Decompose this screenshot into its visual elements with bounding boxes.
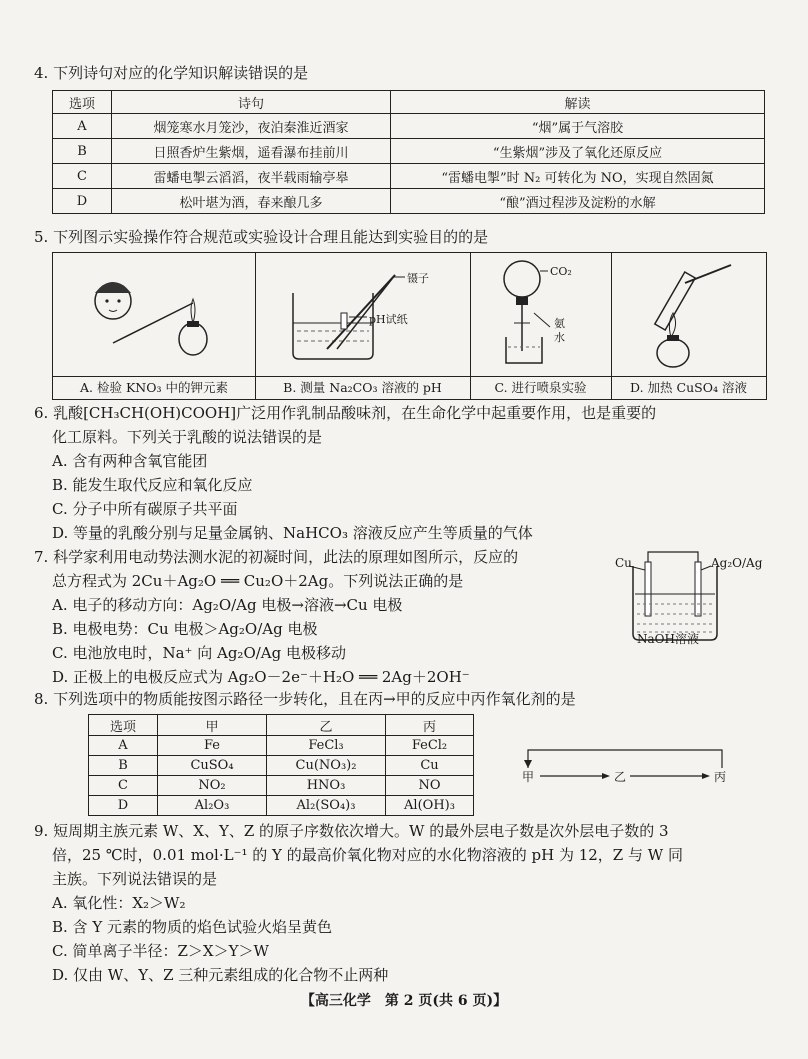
q6-option-c: C. 分子中所有碳原子共平面 <box>52 500 238 518</box>
tweezers-label: 镊子 <box>407 272 429 285</box>
naoh-solution-label: NaOH溶液 <box>637 632 699 646</box>
q9-stem-line2: 倍，25 ℃时，0.01 mol·L⁻¹ 的 Y 的最高价氧化物对应的水化物溶液的 pH 为 12，Z 与 W 同 <box>52 846 683 864</box>
table-cell: D <box>89 796 158 816</box>
q7-option-c: C. 电池放电时，Na⁺ 向 Ag₂O/Ag 电极移动 <box>52 644 347 662</box>
q4-table <box>52 90 765 214</box>
q4-stem: 4. 下列诗句对应的化学知识解读错误的是 <box>34 64 309 82</box>
co2-label: CO₂ <box>550 265 572 278</box>
table-cell: Al(OH)₃ <box>386 796 474 816</box>
q7-stem-line1: 7. 科学家利用电动势法测水泥的初凝时间，此法的原理如图所示，反应的 <box>34 548 519 566</box>
q7-stem-line2: 总方程式为 2Cu＋Ag₂O ══ Cu₂O＋2Ag。下列说法正确的是 <box>52 572 464 590</box>
figure-d <box>611 253 766 399</box>
table-cell: C <box>53 164 112 189</box>
q5-figure-strip <box>52 252 767 400</box>
q9-stem-line1: 9. 短周期主族元素 W、X、Y、Z 的原子序数依次增大。W 的最外层电子数是次外层电子数的 3 <box>34 822 669 840</box>
page-footer: 【高三化学 第 2 页(共 6 页)】 <box>300 993 508 1009</box>
table-row <box>53 189 765 214</box>
q7-figure <box>615 548 775 648</box>
q6-option-d: D. 等量的乳酸分别与足量金属钠、NaHCO₃ 溶液反应产生等质量的气体 <box>52 524 533 542</box>
table-cell: FeCl₂ <box>386 736 474 756</box>
q9-stem-line3: 主族。下列说法错误的是 <box>52 870 218 888</box>
q6-stem-line1: 6. 乳酸[CH₃CH(OH)COOH]广泛用作乳制品酸味剂，在生命化学中起重要作用，也是重要的 <box>34 404 657 422</box>
table-cell: 烟笼寒水月笼沙，夜泊秦淮近酒家 <box>112 114 391 139</box>
q8-table <box>88 714 474 816</box>
q6-option-b: B. 能发生取代反应和氧化反应 <box>52 476 253 494</box>
q9-option-a: A. 氧化性：X₂＞W₂ <box>52 894 186 912</box>
figure-b <box>255 253 471 399</box>
table-header: 选项 <box>53 91 112 114</box>
table-cell: NO₂ <box>158 776 267 796</box>
table-row <box>53 114 765 139</box>
table-header: 解读 <box>391 91 765 114</box>
heating-illustration <box>611 253 766 377</box>
figure-b-caption: B. 测量 Na₂CO₃ 溶液的 pH <box>255 376 470 399</box>
table-header-row <box>53 91 765 114</box>
q9-option-d: D. 仅由 W、Y、Z 三种元素组成的化合物不止两种 <box>52 966 389 984</box>
q6-option-a: A. 含有两种含氧官能团 <box>52 452 208 470</box>
table-header: 丙 <box>386 715 474 736</box>
table-header: 甲 <box>158 715 267 736</box>
table-cell: “生紫烟”涉及了氧化还原反应 <box>391 139 765 164</box>
q7-option-a: A. 电子的移动方向：Ag₂O/Ag 电极→溶液→Cu 电极 <box>52 596 403 614</box>
figure-c-caption: C. 进行喷泉实验 <box>470 376 611 399</box>
table-row <box>89 736 474 756</box>
q9-option-c: C. 简单离子半径：Z＞X＞Y＞W <box>52 942 269 960</box>
table-cell: A <box>53 114 112 139</box>
table-cell: 日照香炉生紫烟，遥看瀑布挂前川 <box>112 139 391 164</box>
table-cell: D <box>53 189 112 214</box>
fountain-experiment-illustration <box>470 253 611 377</box>
table-cell: Cu <box>386 756 474 776</box>
table-row <box>89 796 474 816</box>
table-cell: 松叶堪为酒，春来酿几多 <box>112 189 391 214</box>
figure-a-caption: A. 检验 KNO₃ 中的钾元素 <box>53 376 255 399</box>
table-cell: HNO₃ <box>267 776 386 796</box>
table-cell: B <box>53 139 112 164</box>
table-row <box>89 776 474 796</box>
table-row <box>53 139 765 164</box>
ag2o-ag-electrode-label: Ag₂O/Ag <box>711 556 763 570</box>
figure-d-caption: D. 加热 CuSO₄ 溶液 <box>611 376 766 399</box>
cu-electrode-label: Cu <box>615 556 632 570</box>
ph-test-illustration <box>255 253 470 377</box>
q8-stem: 8. 下列选项中的物质能按图示路径一步转化，且在丙→甲的反应中丙作氧化剂的是 <box>34 690 576 708</box>
q7-option-d: D. 正极上的电极反应式为 Ag₂O－2e⁻＋H₂O ══ 2Ag＋2OH⁻ <box>52 668 470 686</box>
q8-conversion-path <box>510 744 740 788</box>
table-header-row <box>89 715 474 736</box>
table-cell: A <box>89 736 158 756</box>
table-row <box>53 164 765 189</box>
table-cell: Al₂O₃ <box>158 796 267 816</box>
path-node-bing: 丙 <box>714 770 727 784</box>
ammonia-label-2: 水 <box>554 331 565 344</box>
path-node-jia: 甲 <box>522 770 535 784</box>
table-cell: “酿”酒过程涉及淀粉的水解 <box>391 189 765 214</box>
table-cell: Al₂(SO₄)₃ <box>267 796 386 816</box>
table-cell: NO <box>386 776 474 796</box>
table-cell: “烟”属于气溶胶 <box>391 114 765 139</box>
table-header: 乙 <box>267 715 386 736</box>
table-cell: Fe <box>158 736 267 756</box>
table-header: 选项 <box>89 715 158 736</box>
table-row <box>89 756 474 776</box>
table-cell: CuSO₄ <box>158 756 267 776</box>
table-cell: B <box>89 756 158 776</box>
path-node-yi: 乙 <box>614 770 627 784</box>
q9-option-b: B. 含 Y 元素的物质的焰色试验火焰呈黄色 <box>52 918 332 936</box>
table-cell: 雷蟠电掣云滔滔，夜半载雨输亭皋 <box>112 164 391 189</box>
q7-option-b: B. 电极电势：Cu 电极＞Ag₂O/Ag 电极 <box>52 620 318 638</box>
q5-stem: 5. 下列图示实验操作符合规范或实验设计合理且能达到实验目的的是 <box>34 228 489 246</box>
table-cell: C <box>89 776 158 796</box>
table-cell: “雷蟠电掣”时 N₂ 可转化为 NO，实现自然固氮 <box>391 164 765 189</box>
table-header: 诗句 <box>112 91 391 114</box>
figure-c <box>470 253 612 399</box>
figure-a <box>53 253 256 399</box>
flame-test-illustration <box>53 253 255 377</box>
q6-stem-line2: 化工原料。下列关于乳酸的说法错误的是 <box>52 428 323 446</box>
ph-paper-label: pH试纸 <box>369 313 408 326</box>
ammonia-label-1: 氨 <box>554 317 565 330</box>
table-cell: FeCl₃ <box>267 736 386 756</box>
table-cell: Cu(NO₃)₂ <box>267 756 386 776</box>
